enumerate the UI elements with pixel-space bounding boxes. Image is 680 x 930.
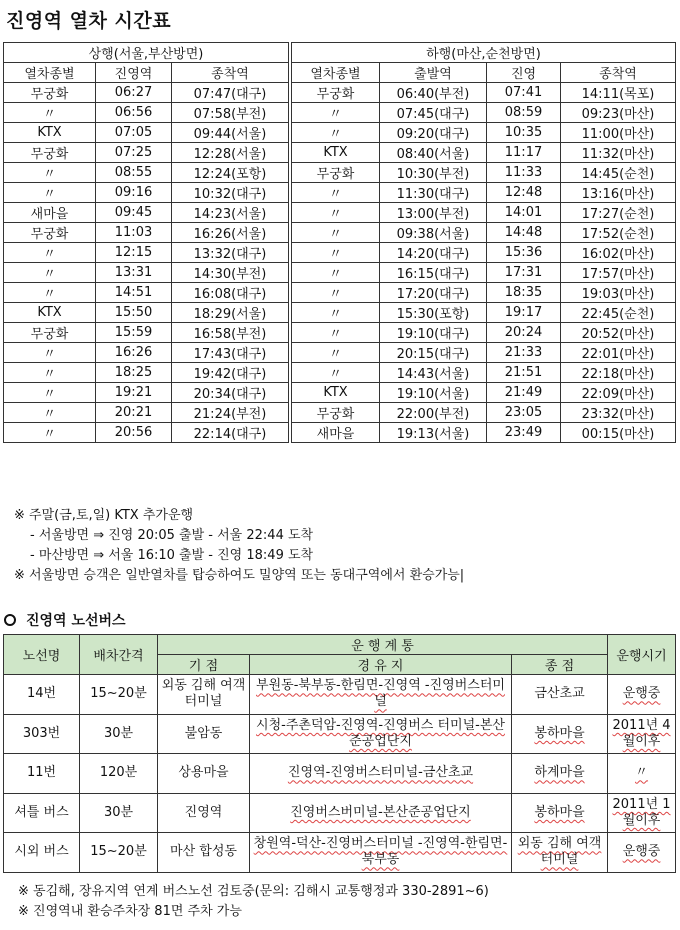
table-row [292,163,676,183]
table-cell: 11:33 [487,163,561,183]
table-cell: 11:17 [487,143,561,163]
column-header: 운 행 계 통 [158,635,608,655]
table-cell: 16:26 [96,343,172,363]
table-cell: 12:28(서울) [172,143,289,163]
table-cell: 새마을 [292,423,380,443]
table-cell: 10:32(대구) [172,183,289,203]
table-cell: 17:43(대구) [172,343,289,363]
table-cell: 19:21 [96,383,172,403]
table-row [4,83,289,103]
table-row [4,383,289,403]
table-cell: 22:01(마산) [561,343,676,363]
table-cell: 〃 [292,183,380,203]
table-cell: 무궁화 [4,143,96,163]
downbound-timetable [291,42,676,443]
table-cell: 16:02(마산) [561,243,676,263]
table-cell: 07:58(부전) [172,103,289,123]
table-cell: 22:09(마산) [561,383,676,403]
table-cell: 10:30(부전) [380,163,487,183]
table-row [292,283,676,303]
table-cell: 금산초교 [512,675,608,715]
table-cell: 16:15(대구) [380,263,487,283]
table-cell: 19:10(대구) [380,323,487,343]
table-cell: 진영역 [158,793,250,833]
table-row [292,423,676,443]
table-row [292,183,676,203]
table-cell: 〃 [4,343,96,363]
bus-route-table [3,634,676,873]
table-cell: 불암동 [158,714,250,754]
table-cell: 16:08(대구) [172,283,289,303]
bus-section-title [4,610,126,630]
table-cell: 마산 합성동 [158,833,250,873]
table-row [4,223,289,243]
table-row [4,163,289,183]
table-cell: 07:25 [96,143,172,163]
table-cell: 20:34(대구) [172,383,289,403]
table-cell: 30분 [80,793,158,833]
table-cell: 16:26(서울) [172,223,289,243]
column-header: 운행시기 [608,635,676,675]
note-line: ※ 동김해, 장유지역 연계 버스노선 검토중(문의: 김해시 교통행정과 330-2891~6) [18,884,489,899]
table-cell: 〃 [4,383,96,403]
table-cell: 20:52(마산) [561,323,676,343]
table-cell: 17:57(마산) [561,263,676,283]
table-cell: 새마을 [4,203,96,223]
table-cell: KTX [292,143,380,163]
table-cell: 2011년 4월이후 [608,714,676,754]
table-cell: 21:51 [487,363,561,383]
table-cell: 무궁화 [4,223,96,243]
table-row [4,103,289,123]
table-row [4,263,289,283]
table-cell: 20:56 [96,423,172,443]
table-row [4,243,289,263]
upbound-timetable [3,42,289,443]
table-cell: 운행중 [608,833,676,873]
table-cell: 2011년 1월이후 [608,793,676,833]
table-row [4,323,289,343]
table-cell: KTX [4,303,96,323]
table-cell: 15:59 [96,323,172,343]
table-cell: 〃 [4,183,96,203]
table-cell: 〃 [292,343,380,363]
table-cell: 19:17 [487,303,561,323]
table-cell: 19:03(마산) [561,283,676,303]
table-cell: 21:24(부전) [172,403,289,423]
table-cell: 08:55 [96,163,172,183]
table-row [4,143,289,163]
table-cell: 20:21 [96,403,172,423]
table-cell: 07:47(대구) [172,83,289,103]
table-cell: 11:03 [96,223,172,243]
table-row [4,123,289,143]
table-cell: 12:24(포항) [172,163,289,183]
table-cell: 14:48 [487,223,561,243]
column-header: 진영역 [96,63,172,83]
table-cell: 23:49 [487,423,561,443]
upbound-header: 상행(서울,부산방면) [4,43,289,63]
table-cell: 18:35 [487,283,561,303]
table-cell: 〃 [4,403,96,423]
table-cell: 시외 버스 [4,833,80,873]
table-cell: 〃 [4,363,96,383]
table-cell: 120분 [80,754,158,794]
column-header: 배차간격 [80,635,158,675]
column-header: 종착역 [561,63,676,83]
table-row [4,714,676,754]
table-row [292,263,676,283]
table-row [292,83,676,103]
table-cell: 무궁화 [292,83,380,103]
table-cell: 〃 [292,123,380,143]
table-cell: 10:35 [487,123,561,143]
note-line: ※ 진영역내 환승주차장 81면 주차 가능 [18,904,242,919]
table-cell: 12:48 [487,183,561,203]
table-cell: 〃 [4,103,96,123]
column-header: 종 점 [512,655,608,675]
table-cell: 06:40(부전) [380,83,487,103]
table-cell: 봉하마을 [512,714,608,754]
table-row [4,793,676,833]
table-cell: KTX [292,383,380,403]
table-cell: 운행중 [608,675,676,715]
table-cell: 11:00(마산) [561,123,676,143]
table-cell: 17:31 [487,263,561,283]
table-cell: 무궁화 [292,403,380,423]
train-notes [14,506,464,586]
table-cell: 00:15(마산) [561,423,676,443]
column-header: 출발역 [380,63,487,83]
table-cell: 14:20(대구) [380,243,487,263]
table-cell: 진영역-진영버스터미널-금산초교 [250,754,512,794]
table-cell: 09:45 [96,203,172,223]
table-cell: 11:32(마산) [561,143,676,163]
table-cell: 14번 [4,675,80,715]
table-cell: 봉하마을 [512,793,608,833]
table-cell: 진영버스버미널-본산준공업단지 [250,793,512,833]
table-cell: 14:51 [96,283,172,303]
table-cell: 〃 [292,203,380,223]
column-header: 열차종별 [4,63,96,83]
table-cell: 〃 [292,243,380,263]
bus-title-text: 진영역 노선버스 [26,613,126,629]
table-row [4,203,289,223]
table-row [4,343,289,363]
table-cell: 13:31 [96,263,172,283]
table-cell: 09:20(대구) [380,123,487,143]
table-cell: 23:32(마산) [561,403,676,423]
table-cell: 303번 [4,714,80,754]
table-cell: 13:32(대구) [172,243,289,263]
table-cell: 21:33 [487,343,561,363]
column-header: 기 점 [158,655,250,675]
table-cell: 하계마을 [512,754,608,794]
table-cell: 시청-주촌덕암-진영역-진영버스 터미널-본산준공업단지 [250,714,512,754]
column-header: 진영 [487,63,561,83]
note-line: - 서울방면 ⇒ 진영 20:05 출발 - 서울 22:44 도착 [30,528,314,543]
table-cell: 13:16(마산) [561,183,676,203]
table-cell: 15~20분 [80,675,158,715]
table-cell: KTX [4,123,96,143]
table-cell: 17:20(대구) [380,283,487,303]
table-cell: 17:27(순천) [561,203,676,223]
table-cell: 〃 [4,283,96,303]
table-cell: 13:00(부전) [380,203,487,223]
table-cell: 무궁화 [292,163,380,183]
table-row [292,103,676,123]
table-cell: 16:58(부전) [172,323,289,343]
table-cell: 〃 [608,754,676,794]
table-cell: 08:59 [487,103,561,123]
table-cell: 22:18(마산) [561,363,676,383]
table-cell: 19:13(서울) [380,423,487,443]
table-cell: 09:44(서울) [172,123,289,143]
table-row [292,363,676,383]
column-header: 열차종별 [292,63,380,83]
table-cell: 17:52(순천) [561,223,676,243]
table-row [4,423,289,443]
table-row [4,363,289,383]
downbound-header: 하행(마산,순천방면) [292,43,676,63]
table-cell: 14:30(부전) [172,263,289,283]
table-cell: 12:15 [96,243,172,263]
table-cell: 09:38(서울) [380,223,487,243]
table-cell: 22:14(대구) [172,423,289,443]
table-cell: 상용마을 [158,754,250,794]
table-row [292,383,676,403]
table-cell: 19:10(서울) [380,383,487,403]
table-cell: 08:40(서울) [380,143,487,163]
table-row [4,675,676,715]
table-cell: 07:45(대구) [380,103,487,123]
table-cell: 07:41 [487,83,561,103]
table-cell: 15:50 [96,303,172,323]
table-cell: 14:45(순천) [561,163,676,183]
table-cell: 〃 [292,223,380,243]
note-line: ※ 주말(금,토,일) KTX 추가운행 [14,508,194,523]
table-row [292,343,676,363]
table-cell: 11:30(대구) [380,183,487,203]
table-cell: 〃 [292,303,380,323]
table-cell: 21:49 [487,383,561,403]
table-cell: 20:15(대구) [380,343,487,363]
table-cell: 06:56 [96,103,172,123]
column-header: 경 유 지 [250,655,512,675]
table-row [292,403,676,423]
table-row [4,754,676,794]
column-header: 종착역 [172,63,289,83]
table-cell: 20:24 [487,323,561,343]
table-cell: 〃 [292,263,380,283]
table-cell: 14:01 [487,203,561,223]
table-cell: 06:27 [96,83,172,103]
table-cell: 14:43(서울) [380,363,487,383]
table-cell: 19:42(대구) [172,363,289,383]
table-cell: 무궁화 [4,83,96,103]
table-cell: 〃 [292,323,380,343]
table-cell: 14:23(서울) [172,203,289,223]
table-cell: 〃 [4,423,96,443]
circle-bullet-icon [4,614,16,626]
note-line: ※ 서울방면 승객은 일반열차를 탑승하여도 밀양역 또는 동대구역에서 환승가능| [14,568,465,583]
table-cell: 〃 [292,283,380,303]
table-cell: 〃 [292,363,380,383]
table-cell: 22:45(순천) [561,303,676,323]
table-cell: 외동 김해 여객터미널 [512,833,608,873]
table-row [292,123,676,143]
table-cell: 15:30(포항) [380,303,487,323]
table-row [292,203,676,223]
table-row [4,833,676,873]
table-cell: 15~20분 [80,833,158,873]
table-cell: 〃 [4,263,96,283]
table-row [4,183,289,203]
table-row [4,283,289,303]
table-cell: 23:05 [487,403,561,423]
table-cell: 〃 [292,103,380,123]
table-cell: 18:25 [96,363,172,383]
table-cell: 09:16 [96,183,172,203]
table-cell: 22:00(부전) [380,403,487,423]
table-cell: 부원동-북부동-한림면-진영역 -진영버스터미널 [250,675,512,715]
table-row [292,243,676,263]
table-row [292,143,676,163]
table-row [292,303,676,323]
table-cell: 07:05 [96,123,172,143]
table-row [4,403,289,423]
note-line: - 마산방면 ⇒ 서울 16:10 출발 - 진영 18:49 도착 [30,548,314,563]
table-cell: 외동 김해 여객터미널 [158,675,250,715]
bus-notes [18,882,489,922]
table-row [292,323,676,343]
table-cell: 창원역-덕산-진영버스터미널 -진영역-한림면-북부동 [250,833,512,873]
table-cell: 09:23(마산) [561,103,676,123]
page-title: 진영역 열차 시간표 [6,10,172,32]
column-header: 노선명 [4,635,80,675]
table-cell: 30분 [80,714,158,754]
table-row [4,303,289,323]
table-cell: 14:11(목포) [561,83,676,103]
table-cell: 〃 [4,163,96,183]
table-cell: 15:36 [487,243,561,263]
table-cell: 18:29(서울) [172,303,289,323]
table-cell: 〃 [4,243,96,263]
table-cell: 11번 [4,754,80,794]
table-cell: 무궁화 [4,323,96,343]
table-row [292,223,676,243]
table-cell: 셔틀 버스 [4,793,80,833]
